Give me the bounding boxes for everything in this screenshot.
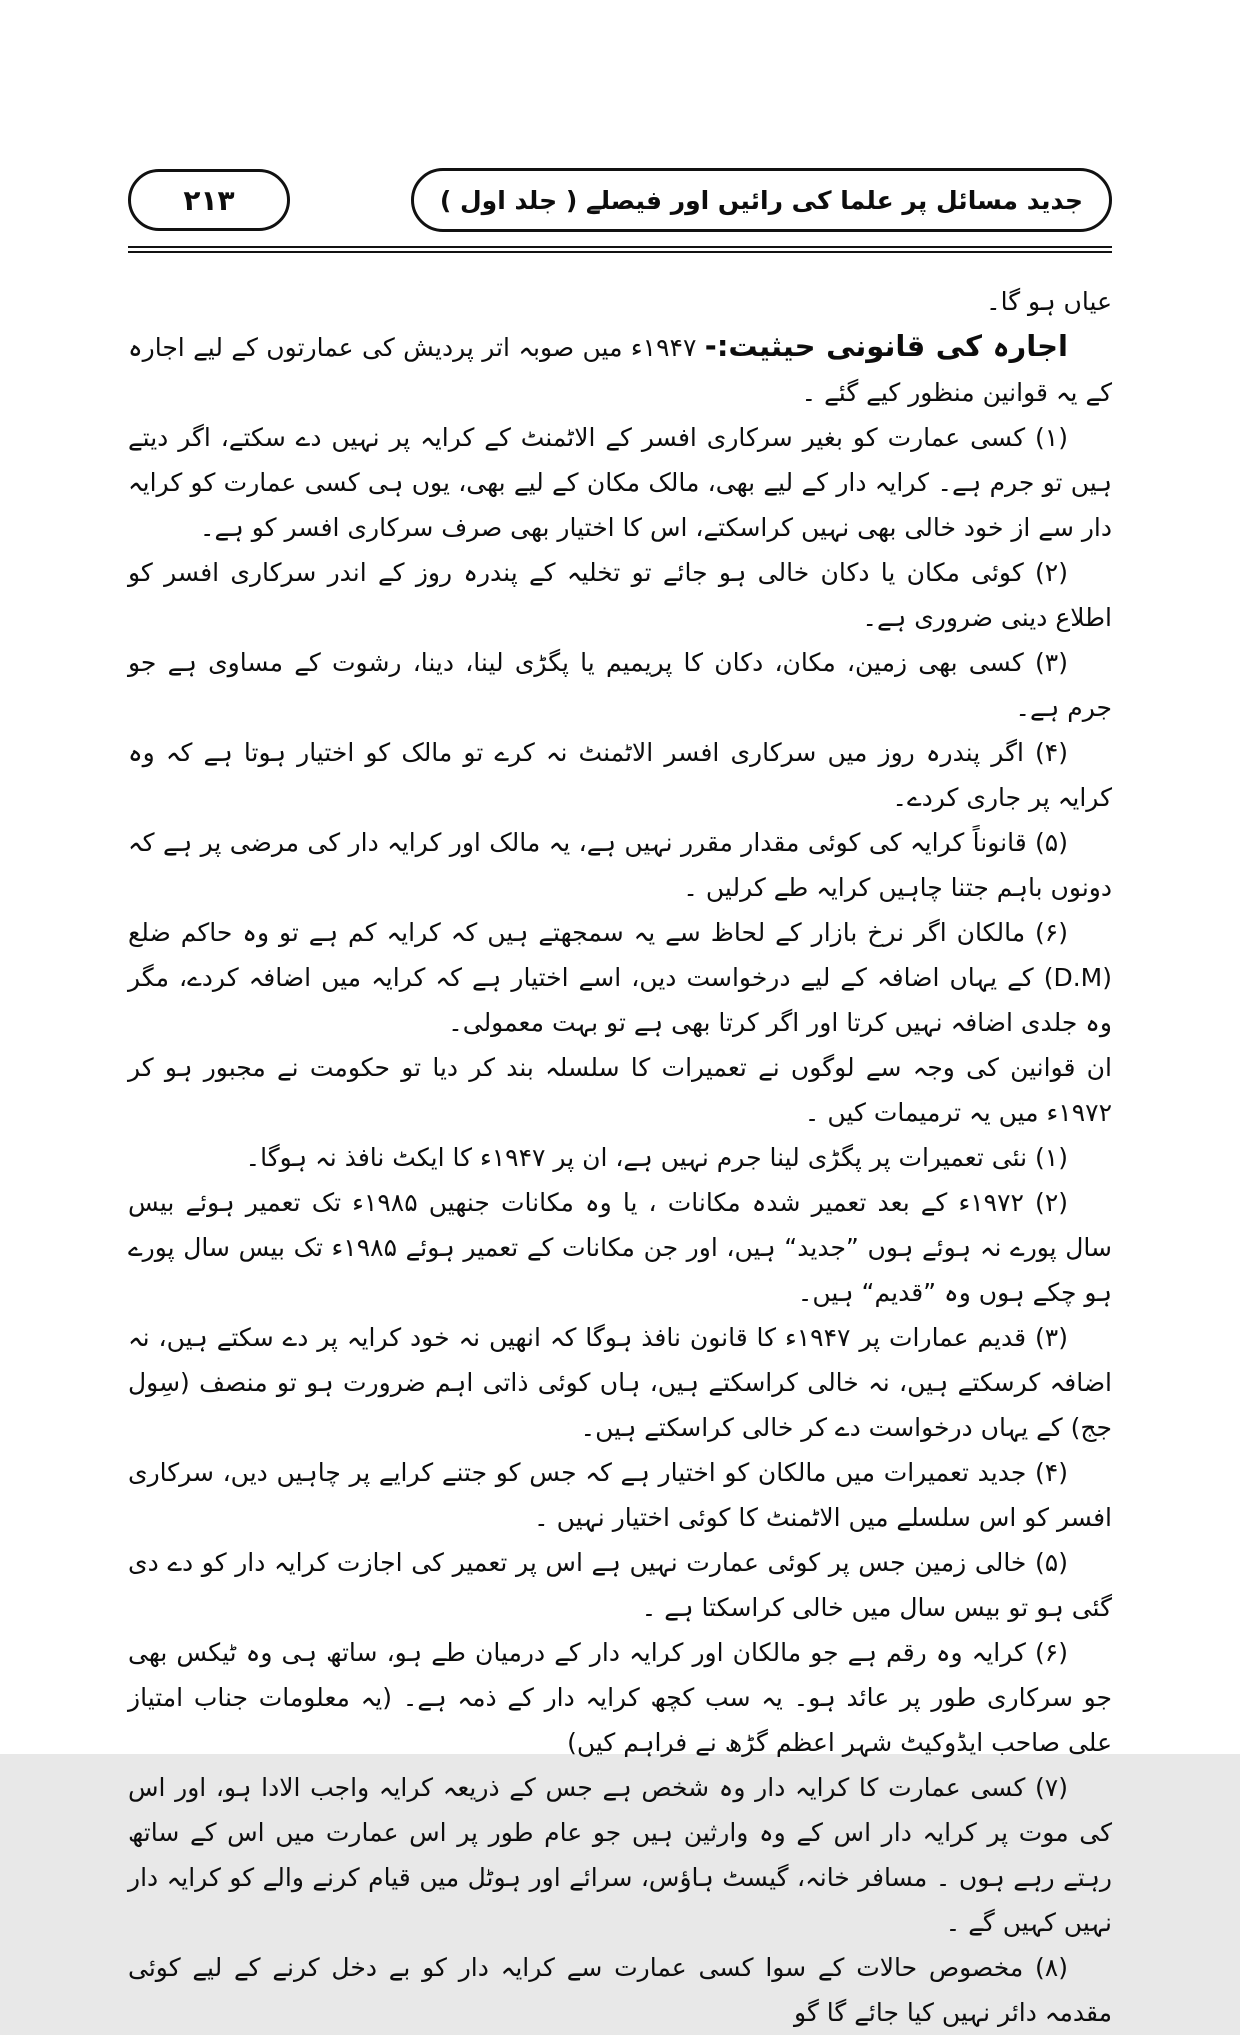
law-item-4: (۴) اگر پندرہ روز میں سرکاری افسر الاٹمنٹ نہ کرے تو مالک کو اختیار ہوتا ہے کہ وہ کرایہ پر جاری کردے۔	[128, 738, 1112, 812]
amendment-item-2: (۲) ۱۹۷۲ء کے بعد تعمیر شدہ مکانات ، یا وہ مکانات جنھیں ۱۹۸۵ء تک تعمیر ہوئے بیس سال پورے نہ ہوئے ہوں ”جدید“ ہیں، اور جن مکانات کے تعمیر ہوئے ۱۹۸۵ء تک بیس سال پورے ہو چکے ہوں وہ ”قدیم“ ہیں۔	[128, 1188, 1112, 1307]
law-item-1: (۱) کسی عمارت کو بغیر سرکاری افسر کے الاٹمنٹ کے کرایہ پر نہیں دے سکتے، اگر دیتے ہیں تو جرم ہے۔ کرایہ دار کے لیے بھی، مالک مکان کے لیے بھی، یوں ہی کسی عمارت کو کرایہ دار سے از خود خالی بھی نہیں کراسکتے، اس کا اختیار بھی صرف سرکاری افسر کو ہے۔	[128, 423, 1112, 542]
law-item-2: (۲) کوئی مکان یا دکان خالی ہو جائے تو تخلیہ کے پندرہ روز کے اندر سرکاری افسر کو اطلاع دینی ضروری ہے۔	[128, 558, 1112, 632]
page-number-badge	[128, 169, 290, 231]
book-title: جدید مسائل پر علما کی رائیں اور فیصلے ( جلد اول )	[439, 185, 1083, 215]
header-connector-rule	[284, 195, 417, 206]
book-title-badge	[411, 168, 1112, 232]
amendment-item-4: (۴) جدید تعمیرات میں مالکان کو اختیار ہے کہ جس کو جتنے کرایے پر چاہیں دیں، سرکاری افسر کو اس سلسلے میں الاٹمنٹ کا کوئی اختیار نہیں ۔	[128, 1458, 1112, 1532]
page-header	[128, 168, 1112, 232]
section-heading-paragraph	[128, 324, 1112, 415]
amendments-1972-list	[128, 1135, 1112, 2035]
section-intro-text: ۱۹۴۷ء میں صوبہ اتر پردیش کی عمارتوں کے لیے اجارہ کے یہ قوانین منظور کیے گئے ۔	[128, 333, 1112, 407]
laws-1947-list	[128, 415, 1112, 1045]
section-heading: اجارہ کی قانونی حیثیت:-	[704, 329, 1068, 363]
amendment-item-6: (۶) کرایہ وہ رقم ہے جو مالکان اور کرایہ دار کے درمیان طے ہو، ساتھ ہی وہ ٹیکس بھی جو سرکاری طور پر عائد ہو۔ یہ سب کچھ کرایہ دار کے ذمہ ہے۔ (یہ معلومات جناب امتیاز علی صاحب ایڈوکیٹ شہر اعظم گڑھ نے فراہم کیں)	[128, 1638, 1112, 1757]
law-item-6: (۶) مالکان اگر نرخ بازار کے لحاظ سے یہ سمجھتے ہیں کہ کرایہ کم ہے تو وہ حاکم ضلع (D.M) کے یہاں اضافہ کے لیے درخواست دیں، اسے اختیار ہے کہ کرایہ میں اضافہ کردے، مگر وہ جلدی اضافہ نہیں کرتا اور اگر کرتا بھی ہے تو بہت معمولی۔	[128, 918, 1112, 1037]
amendment-item-7: (۷) کسی عمارت کا کرایہ دار وہ شخص ہے جس کے ذریعہ کرایہ واجب الادا ہو، اور اس کی موت پر کرایہ دار اس کے وہ وارثین ہیں جو عام طور پر اس عمارت میں اس کے ساتھ رہتے رہے ہوں ۔ مسافر خانہ، گیسٹ ہاؤس، سرائے اور ہوٹل میں قیام کرنے والے کو کرایہ دار نہیں کہیں گے ۔	[128, 1773, 1112, 1937]
law-item-5: (۵) قانوناً کرایہ کی کوئی مقدار مقرر نہیں ہے، یہ مالک اور کرایہ دار کی مرضی پر ہے کہ دونوں باہم جتنا چاہیں کرایہ طے کرلیں ۔	[128, 828, 1112, 902]
page-body	[128, 279, 1112, 2035]
continuation-line: عیاں ہو گا۔	[985, 287, 1112, 316]
amendment-item-3: (۳) قدیم عمارات پر ۱۹۴۷ء کا قانون نافذ ہوگا کہ انھیں نہ خود کرایہ پر دے سکتے ہیں، نہ اضافہ کرسکتے ہیں، نہ خالی کراسکتے ہیں، ہاں کوئی ذاتی اہم ضرورت ہو تو منصف (سِول جج) کے یہاں درخواست دے کر خالی کراسکتے ہیں۔	[128, 1323, 1112, 1442]
amendment-item-8: (۸) مخصوص حالات کے سوا کسی عمارت سے کرایہ دار کو بے دخل کرنے کے لیے کوئی مقدمہ دائر نہیں کیا جائے گا گو	[128, 1953, 1112, 2027]
amendment-item-5: (۵) خالی زمین جس پر کوئی عمارت نہیں ہے اس پر تعمیر کی اجازت کرایہ دار کو دے دی گئی ہو تو بیس سال میں خالی کراسکتا ہے ۔	[128, 1548, 1112, 1622]
header-divider-rule	[128, 246, 1112, 253]
law-item-3: (۳) کسی بھی زمین، مکان، دکان کا پریمیم یا پگڑی لینا، دینا، رشوت کے مساوی ہے جو جرم ہے۔	[128, 648, 1112, 722]
page-number: ۲۱۳	[183, 183, 235, 217]
amendments-intro: ان قوانین کی وجہ سے لوگوں نے تعمیرات کا سلسلہ بند کر دیا تو حکومت نے مجبور ہو کر ۱۹۷۲ء میں یہ ترمیمات کیں ۔	[128, 1053, 1112, 1127]
amendment-item-1: (۱) نئی تعمیرات پر پگڑی لینا جرم نہیں ہے، ان پر ۱۹۴۷ء کا ایکٹ نافذ نہ ہوگا۔	[245, 1143, 1068, 1172]
